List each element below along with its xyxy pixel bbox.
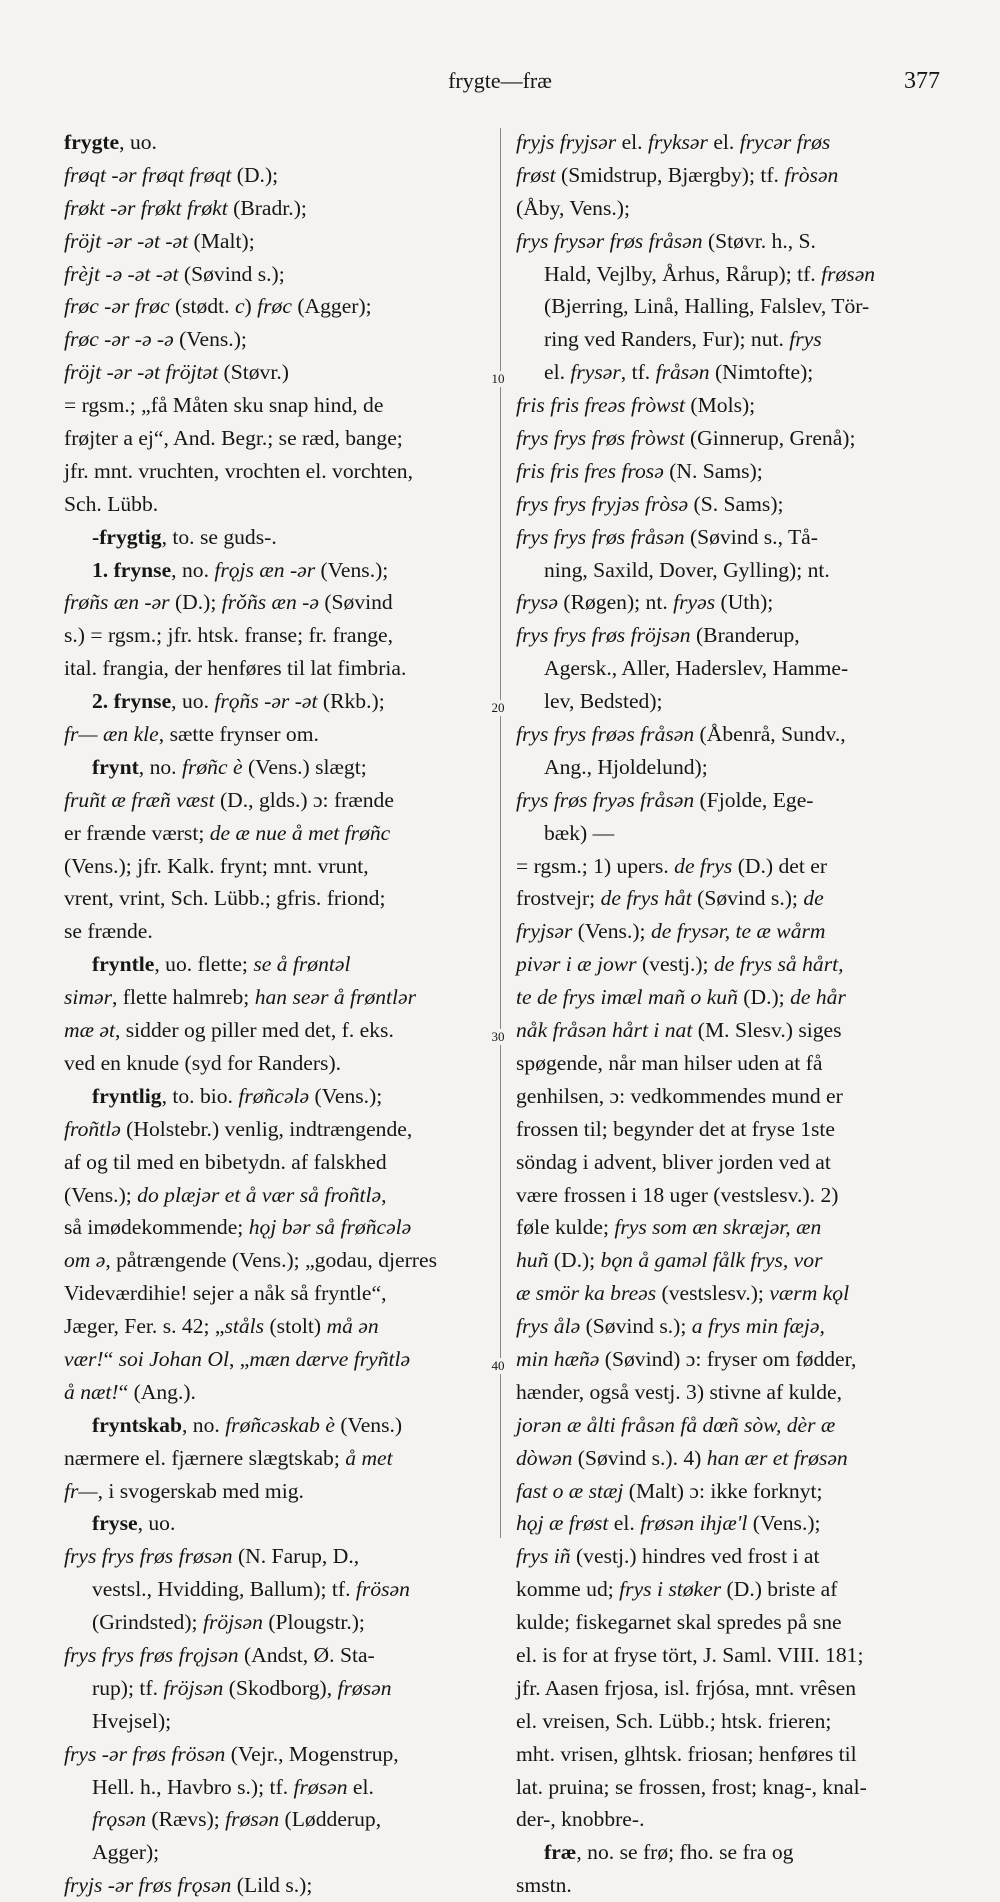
text-line: ital. frangia, der henføres til lat fimbria. — [64, 656, 407, 681]
running-title: frygte—fræ — [448, 68, 552, 93]
text-line: bæk) — — [544, 820, 615, 845]
text-line: frèjt -ə -ət -ət (Søvind s.); — [64, 261, 285, 286]
text-line: min hæñə (Søvind) ɔ: fryser om fødder, — [516, 1346, 857, 1371]
text-line: smstn. — [516, 1873, 572, 1898]
text-line: kulde; fiskegarnet skal spredes på sne — [516, 1610, 842, 1635]
text-line: Agger); — [92, 1840, 160, 1865]
text-line: fris fris fres frosə (N. Sams); — [516, 458, 763, 483]
text-line: fryntskab, no. frøñcəskab è (Vens.) — [92, 1412, 403, 1437]
text-line: frossen til; begynder det at fryse 1ste — [516, 1116, 836, 1141]
text-line: så imødekommende; hǫj bər så frøñcələ — [64, 1215, 412, 1240]
text-line: frys frøs fryəs fråsən (Fjolde, Ege- — [516, 787, 814, 812]
text-line: el. is for at fryse tört, J. Saml. VIII. 181; — [516, 1642, 864, 1667]
text-line: fryjs -ər frøs frǫsən (Lild s.); — [64, 1873, 313, 1898]
text-line: jfr. mnt. vruchten, vrochten el. vorchten, — [64, 458, 413, 483]
text-line: fr— æn kle, sætte frynser om. — [64, 722, 319, 747]
text-line: te de frys imæl mañ o kuñ (D.); de hår — [516, 985, 846, 1010]
text-line: frys -ər frøs frösən (Vejr., Mogenstrup, — [64, 1741, 399, 1766]
text-line: ring ved Randers, Fur); nut. frys — [544, 327, 822, 352]
text-line: frys iñ (vestj.) hindres ved frost i at — [516, 1544, 820, 1569]
text-line: Hell. h., Havbro s.); tf. frøsən el. — [92, 1774, 374, 1799]
text-line: af og til med en bibetydn. af falskhed — [64, 1149, 387, 1174]
text-line: fryntle, uo. flette; se å frøntəl — [92, 952, 351, 977]
text-line: nærmere el. fjærnere slægtskab; å met — [64, 1445, 393, 1470]
line-number-40: 40 — [486, 1358, 510, 1374]
left-column — [64, 126, 496, 1902]
text-line: se frænde. — [64, 919, 153, 944]
text-line: å næt!“ (Ang.). — [64, 1379, 196, 1404]
text-line: fast o æ stæj (Malt) ɔ: ikke forknyt; — [516, 1478, 823, 1503]
right-column — [516, 126, 944, 1902]
text-line: frys frys frøs fråsən (Søvind s., Tå- — [516, 524, 818, 549]
text-line: Videværdihie! sejer a nåk så fryntle“, — [64, 1281, 387, 1306]
line-number-20: 20 — [486, 700, 510, 716]
text-line: frysə (Røgen); nt. fryəs (Uth); — [516, 590, 774, 615]
text-line: fryjsər (Vens.); de frysər, te æ wårm — [516, 919, 826, 944]
line-number-30: 30 — [486, 1029, 510, 1045]
text-line: frynt, no. frøñc è (Vens.) slægt; — [92, 754, 367, 779]
text-line: frys frysər frøs fråsən (Støvr. h., S. — [516, 228, 816, 253]
text-line: Hvejsel); — [92, 1708, 172, 1733]
text-line: æ smör ka breəs (vestslesv.); værm kǫl — [516, 1281, 850, 1306]
text-line: føle kulde; frys som æn skræjər, æn — [516, 1215, 822, 1240]
text-line: (Åby, Vens.); — [516, 195, 630, 220]
text-line: frys ålə (Søvind s.); a frys min fæjə, — [516, 1314, 825, 1339]
text-line: frygte, uo. — [64, 130, 157, 154]
text-line: der-, knobbre-. — [516, 1807, 645, 1832]
text-line: vær!“ soi Johan Ol, „mæn dærve fryñtlə — [64, 1346, 411, 1371]
text-line: være frossen i 18 uger (vestslesv.). 2) — [516, 1182, 839, 1207]
text-line: fryntlig, to. bio. frøñcələ (Vens.); — [92, 1083, 383, 1108]
text-line: -frygtig, to. se guds-. — [92, 524, 277, 549]
text-line: lat. pruina; se frossen, frost; knag-, knal- — [516, 1774, 867, 1799]
text-line: hænder, også vestj. 3) stivne af kulde, — [516, 1379, 842, 1404]
text-line: frys frys frøs fröjsən (Branderup, — [516, 623, 800, 648]
text-line: fröjt -ər -ət -ət (Malt); — [64, 228, 255, 253]
text-line: frys frys fryjəs fròsə (S. Sams); — [516, 491, 784, 516]
text-line: Agersk., Aller, Haderslev, Hamme- — [544, 656, 849, 681]
text-line: dòwən (Søvind s.). 4) han ær et frøsən — [516, 1445, 848, 1470]
text-line: Sch. Lübb. — [64, 491, 159, 516]
text-line: er frænde værst; de æ nue å met frøñc — [64, 820, 391, 845]
text-line: el. vreisen, Sch. Lübb.; htsk. frieren; — [516, 1708, 832, 1733]
text-line: el. frysər, tf. fråsən (Nimtofte); — [544, 360, 814, 385]
text-line: frys frys frøs fròwst (Ginnerup, Grenå); — [516, 426, 856, 451]
text-line: söndag i advent, bliver jorden ved at — [516, 1149, 831, 1174]
column-divider — [500, 128, 501, 1538]
line-number-10: 10 — [486, 371, 510, 387]
page-number: 377 — [904, 68, 940, 94]
text-line: lev, Bedsted); — [544, 689, 663, 714]
text-line: (Vens.); jfr. Kalk. frynt; mnt. vrunt, — [64, 853, 369, 878]
text-line: fr—, i svogerskab med mig. — [64, 1478, 304, 1503]
text-line: (Vens.); do plæjər et å vær så froñtlə, — [64, 1182, 387, 1207]
running-head — [60, 68, 940, 100]
text-line: nåk fråsən hårt i nat (M. Slesv.) siges — [516, 1018, 842, 1043]
text-line: komme ud; frys i støker (D.) briste af — [516, 1577, 838, 1602]
text-line: frostvejr; de frys håt (Søvind s.); de — [516, 886, 824, 911]
text-line: = rgsm.; 1) upers. de frys (D.) det er — [516, 853, 828, 878]
text-line: mht. vrisen, glhtsk. friosan; henføres til — [516, 1741, 857, 1766]
text-line: frøqt -ər frøqt frøqt (D.); — [64, 162, 279, 187]
text-line: simər, flette halmreb; han seər å frøntlər — [64, 985, 417, 1010]
text-line: ning, Saxild, Dover, Gylling); nt. — [544, 557, 830, 582]
text-line: frøkt -ər frøkt frøkt (Bradr.); — [64, 195, 307, 220]
text-line: fryse, uo. — [92, 1511, 176, 1536]
text-line: frys frys frøs frøsən (N. Farup, D., — [64, 1544, 360, 1569]
text-line: fryjs fryjsər el. fryksər el. frycər frøs — [516, 130, 831, 154]
text-line: fris fris freəs fròwst (Mols); — [516, 393, 756, 418]
text-line: = rgsm.; „få Måten sku snap hind, de — [64, 393, 384, 418]
text-line: genhilsen, ɔ: vedkommendes mund er — [516, 1083, 843, 1108]
text-line: 1. frynse, no. frǫjs æn -ər (Vens.); — [92, 557, 389, 582]
text-line: frøñs æn -ər (D.); frǒñs æn -ə (Søvind — [64, 590, 393, 615]
text-line: vestsl., Hvidding, Ballum); tf. frösən — [92, 1577, 410, 1602]
text-line: frǫsən (Rævs); frøsən (Lødderup, — [92, 1807, 382, 1832]
text-line: Ang., Hjoldelund); — [544, 754, 708, 779]
text-line: jorən æ ålti fråsən få dœñ sòw, dèr æ — [516, 1412, 836, 1437]
text-line: om ə, påtrængende (Vens.); „godau, djerres — [64, 1248, 437, 1273]
text-line: froñtlə (Holstebr.) venlig, indtrængende, — [64, 1116, 413, 1141]
text-line: s.) = rgsm.; jfr. htsk. franse; fr. frange, — [64, 623, 394, 648]
text-line: jfr. Aasen frjosa, isl. frjósa, mnt. vrêsen — [516, 1675, 857, 1700]
text-line: (Bjerring, Linå, Halling, Falslev, Tör- — [544, 294, 870, 319]
text-line: 2. frynse, uo. frǫñs -ər -ət (Rkb.); — [92, 689, 385, 714]
text-line: frøst (Smidstrup, Bjærgby); tf. fròsən — [516, 162, 839, 187]
text-line: hǫj æ frøst el. frøsən ihjæ'l (Vens.); — [516, 1511, 821, 1536]
text-line: huñ (D.); bǫn å gaməl fålk frys, vor — [516, 1248, 823, 1273]
text-line: frys frys frøs frǫjsən (Andst, Ø. Sta- — [64, 1642, 375, 1667]
text-line: Hald, Vejlby, Århus, Rårup); tf. frøsən — [544, 261, 876, 286]
text-line: frøc -ər -ə -ə (Vens.); — [64, 327, 247, 352]
text-line: rup); tf. fröjsən (Skodborg), frøsən — [92, 1675, 392, 1700]
text-line: frøjter a ej“, And. Begr.; se ræd, bange; — [64, 426, 403, 451]
text-line: vrent, vrint, Sch. Lübb.; gfris. friond; — [64, 886, 386, 911]
text-line: pivər i æ jowr (vestj.); de frys så hårt, — [516, 952, 844, 977]
text-line: frys frys frøəs fråsən (Åbenrå, Sundv., — [516, 722, 846, 747]
text-line: Jæger, Fer. s. 42; „ståls (stolt) må ən — [64, 1314, 379, 1339]
text-line: (Grindsted); fröjsən (Plougstr.); — [92, 1610, 365, 1635]
text-line: fræ, no. se frø; fho. se fra og — [544, 1840, 794, 1865]
text-line: fruñt æ fræñ væst (D., glds.) ɔ: frænde — [64, 787, 394, 812]
text-line: spøgende, når man hilser uden at få — [516, 1050, 823, 1075]
text-line: frøc -ər frøc (stødt. c) frøc (Agger); — [64, 294, 372, 319]
text-line: mæ ət, sidder og piller med det, f. eks. — [64, 1018, 394, 1043]
text-line: fröjt -ər -ət fröjtət (Støvr.) — [64, 360, 289, 385]
text-line: ved en knude (syd for Randers). — [64, 1050, 342, 1075]
